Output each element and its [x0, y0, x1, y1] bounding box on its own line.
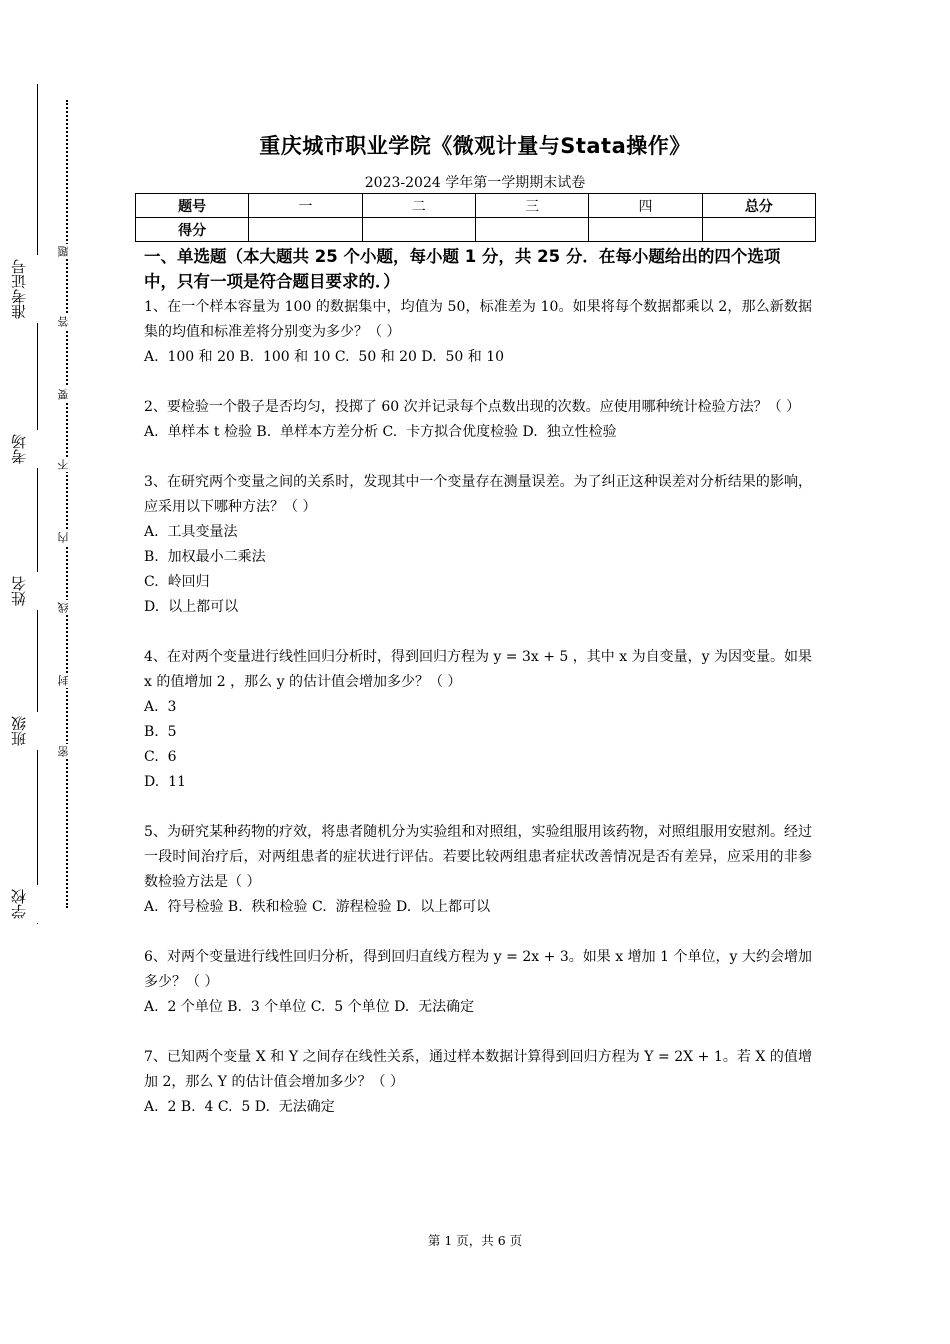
- question-2: [144, 395, 812, 445]
- seal-char-5: 内: [58, 530, 76, 545]
- score-col-header: 二: [362, 194, 475, 218]
- score-table-header-row: [136, 194, 816, 218]
- binding-field-class: 班级: [12, 712, 62, 750]
- exam-subtitle: 2023-2024 学年第一学期期末试卷: [364, 175, 586, 191]
- binding-dotted-line: [66, 100, 68, 908]
- option-a: A. 3: [144, 699, 177, 715]
- question-text: 5、为研究某种药物的疗效，将患者随机分为实验组和对照组，实验组服用该药物，对照组服用安慰剂。经过一段时间治疗后，对两组患者的症状进行评估。若要比较两组患者症状改善情况是否有差异，应采用的非参数检验方法是（ ）: [144, 824, 812, 890]
- question-1: [144, 295, 812, 370]
- score-col-header: 总分: [702, 194, 815, 218]
- binding-field-exam-number: 准考证号: [12, 255, 62, 323]
- option-c: C. 岭回归: [144, 574, 210, 590]
- seal-char-7: 封: [58, 673, 76, 688]
- seal-char-4: 不: [58, 457, 76, 472]
- score-cell[interactable]: [589, 218, 702, 242]
- question-7: [144, 1045, 812, 1120]
- exam-title: 重庆城市职业学院《微观计量与Stata操作》: [259, 134, 691, 158]
- score-cell[interactable]: [475, 218, 588, 242]
- seal-char-8: 密: [58, 744, 76, 759]
- question-options: A. 单样本 t 检验 B. 单样本方差分析 C. 卡方拟合优度检验 D. 独立性检验: [144, 424, 617, 440]
- question-options: A. 100 和 20 B. 100 和 10 C. 50 和 20 D. 50 和 10: [144, 349, 505, 365]
- binding-field-exam-room: 考场: [12, 430, 62, 468]
- exam-content: [144, 244, 812, 1145]
- score-col-header: 题号: [136, 194, 249, 218]
- seal-char-1: 题: [58, 244, 76, 259]
- score-col-header: 四: [589, 194, 702, 218]
- page-footer: 第 1 页，共 6 页: [427, 1233, 523, 1248]
- question-text: 1、在一个样本容量为 100 的数据集中，均值为 50，标准差为 10。如果将每个数据都乘以 2，那么新数据集的均值和标准差将分别变为多少？（ ）: [144, 299, 812, 340]
- option-a: A. 工具变量法: [144, 524, 238, 540]
- score-col-header: 三: [475, 194, 588, 218]
- binding-field-school: 学校: [12, 885, 62, 923]
- question-options: A. 2 B. 4 C. 5 D. 无法确定: [144, 1099, 335, 1115]
- score-cell[interactable]: [702, 218, 815, 242]
- question-6: [144, 945, 812, 1020]
- question-text: 2、要检验一个骰子是否均匀，投掷了 60 次并记录每个点数出现的次数。应使用哪种统计检验方法？（ ）: [144, 399, 801, 415]
- option-d: D. 11: [144, 774, 186, 790]
- question-text: 4、在对两个变量进行线性回归分析时，得到回归方程为 y = 3x + 5 ，其中 x 为自变量，y 为因变量。如果 x 的值增加 2 ，那么 y 的估计值会增加多少？（ ）: [144, 649, 812, 690]
- score-cell[interactable]: [362, 218, 475, 242]
- option-d: D. 以上都可以: [144, 599, 239, 615]
- question-3: [144, 470, 812, 620]
- seal-char-3: 要: [58, 387, 76, 402]
- binding-field-name: 姓名: [12, 572, 62, 610]
- option-c: C. 6: [144, 749, 177, 765]
- option-b: B. 加权最小二乘法: [144, 549, 266, 565]
- question-4: [144, 645, 812, 795]
- question-options: A. 2 个单位 B. 3 个单位 C. 5 个单位 D. 无法确定: [144, 999, 475, 1015]
- seal-char-6: 线: [58, 600, 76, 615]
- score-row-label: 得分: [136, 218, 249, 242]
- section-title: 一、单选题（本大题共 25 个小题，每小题 1 分，共 25 分．在每小题给出的四个选项中，只有一项是符合题目要求的．）: [144, 247, 781, 291]
- question-text: 3、在研究两个变量之间的关系时，发现其中一个变量存在测量误差。为了纠正这种误差对分析结果的影响，应采用以下哪种方法？（ ）: [144, 474, 812, 515]
- question-options: A. 符号检验 B. 秩和检验 C. 游程检验 D. 以上都可以: [144, 899, 491, 915]
- question-text: 7、已知两个变量 X 和 Y 之间存在线性关系，通过样本数据计算得到回归方程为 Y = 2X + 1。若 X 的值增加 2，那么 Y 的估计值会增加多少？（ ）: [144, 1049, 812, 1090]
- binding-solid-line: [37, 84, 38, 924]
- option-b: B. 5: [144, 724, 177, 740]
- score-table: [135, 193, 816, 242]
- question-text: 6、对两个变量进行线性回归分析，得到回归直线方程为 y = 2x + 3。如果 x 增加 1 个单位，y 大约会增加多少？（ ）: [144, 949, 812, 990]
- seal-char-2: 答: [58, 314, 76, 329]
- score-table-score-row: [136, 218, 816, 242]
- score-col-header: 一: [249, 194, 362, 218]
- question-5: [144, 820, 812, 920]
- score-cell[interactable]: [249, 218, 362, 242]
